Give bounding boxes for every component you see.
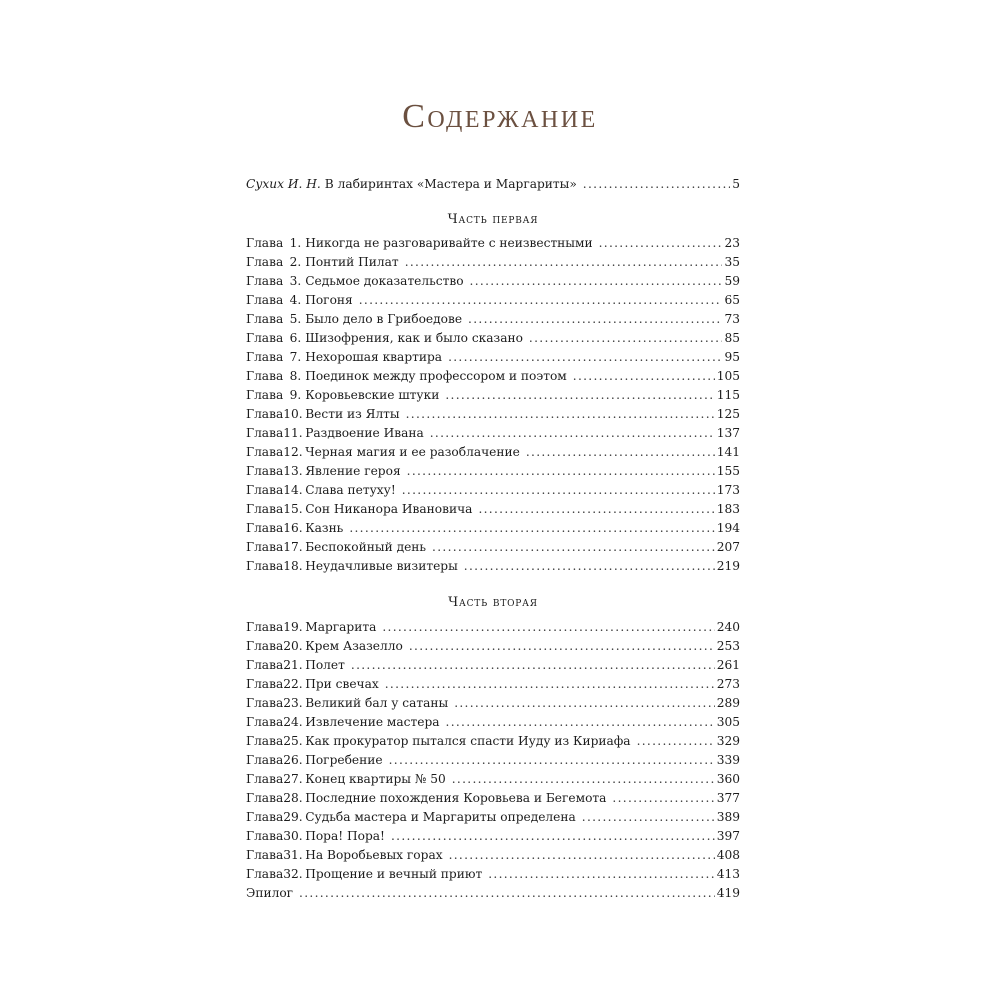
dot-leader bbox=[382, 618, 714, 637]
toc-entry bbox=[246, 500, 740, 519]
toc-entry bbox=[246, 291, 740, 310]
table-of-contents bbox=[246, 175, 740, 903]
chapter-page: 141 bbox=[716, 445, 740, 459]
chapter-number: 31. bbox=[283, 848, 303, 862]
toc-entry bbox=[246, 713, 740, 732]
chapter-title: Маргарита bbox=[305, 620, 377, 634]
chapter-number: 20. bbox=[283, 639, 303, 653]
dot-leader bbox=[637, 732, 715, 751]
section-heading-part-one: Часть первая bbox=[447, 212, 539, 227]
dot-leader bbox=[478, 500, 714, 519]
dot-leader bbox=[573, 367, 715, 386]
toc-entry bbox=[246, 770, 740, 789]
chapter-prefix: Глава bbox=[246, 848, 284, 862]
chapter-prefix: Глава bbox=[246, 312, 284, 326]
section-heading-part-two: Часть вторая bbox=[448, 595, 538, 610]
chapter-page: 95 bbox=[724, 350, 740, 364]
dot-leader bbox=[402, 481, 715, 500]
toc-entry bbox=[246, 827, 740, 846]
chapter-number: 29. bbox=[283, 810, 303, 824]
chapter-page: 105 bbox=[716, 369, 740, 383]
chapter-number: 10. bbox=[283, 407, 303, 421]
chapter-title: Последние похождения Коровьева и Бегемота bbox=[305, 791, 607, 805]
chapter-prefix: Глава bbox=[246, 540, 284, 554]
dot-leader bbox=[468, 310, 722, 329]
chapter-number: 24. bbox=[283, 715, 303, 729]
chapter-number: 30. bbox=[283, 829, 303, 843]
chapter-number: 6. bbox=[289, 331, 302, 345]
chapter-page: 73 bbox=[724, 312, 740, 326]
chapter-title: На Воробьевых горах bbox=[305, 848, 443, 862]
chapter-prefix: Глава bbox=[246, 753, 284, 767]
chapter-title: Раздвоение Ивана bbox=[305, 426, 424, 440]
toc-entry bbox=[246, 557, 740, 576]
chapter-page: 173 bbox=[716, 483, 740, 497]
dot-leader bbox=[351, 656, 715, 675]
chapter-number: 27. bbox=[283, 772, 303, 786]
chapter-prefix: Глава bbox=[246, 502, 284, 516]
toc-entry bbox=[246, 462, 740, 481]
toc-entry bbox=[246, 310, 740, 329]
dot-leader bbox=[389, 751, 715, 770]
chapter-prefix: Глава bbox=[246, 369, 284, 383]
chapter-page: 137 bbox=[716, 426, 740, 440]
dot-leader bbox=[446, 713, 715, 732]
chapter-page: 261 bbox=[716, 658, 740, 672]
chapter-prefix: Глава bbox=[246, 464, 284, 478]
toc-entry bbox=[246, 329, 740, 348]
dot-leader bbox=[391, 827, 715, 846]
chapter-prefix: Глава bbox=[246, 255, 284, 269]
part-one-list bbox=[246, 234, 740, 576]
toc-entry bbox=[246, 656, 740, 675]
toc-entry bbox=[246, 386, 740, 405]
chapter-number: 13. bbox=[283, 464, 303, 478]
chapter-number: 19. bbox=[283, 620, 303, 634]
chapter-page: 360 bbox=[716, 772, 740, 786]
dot-leader bbox=[583, 175, 730, 194]
chapter-title: При свечах bbox=[305, 677, 379, 691]
chapter-prefix: Глава bbox=[246, 521, 284, 535]
chapter-number: 25. bbox=[283, 734, 303, 748]
chapter-page: 194 bbox=[716, 521, 740, 535]
chapter-title: Слава петуху! bbox=[305, 483, 396, 497]
chapter-page: 23 bbox=[724, 236, 740, 250]
chapter-number: 18. bbox=[283, 559, 303, 573]
chapter-prefix: Глава bbox=[246, 620, 284, 634]
chapter-number: 8. bbox=[289, 369, 302, 383]
chapter-page: 35 bbox=[724, 255, 740, 269]
chapter-prefix: Глава bbox=[246, 696, 284, 710]
chapter-title: Было дело в Грибоедове bbox=[305, 312, 463, 326]
chapter-title: Прощение и вечный приют bbox=[305, 867, 483, 881]
chapter-title: Явление героя bbox=[305, 464, 401, 478]
toc-entry bbox=[246, 637, 740, 656]
chapter-page: 339 bbox=[716, 753, 740, 767]
toc-entry bbox=[246, 789, 740, 808]
toc-entry bbox=[246, 519, 740, 538]
part-two-list bbox=[246, 618, 740, 884]
dot-leader bbox=[359, 291, 723, 310]
chapter-page: 240 bbox=[716, 620, 740, 634]
chapter-prefix: Глава bbox=[246, 810, 284, 824]
chapter-prefix: Глава bbox=[246, 426, 284, 440]
dot-leader bbox=[406, 405, 715, 424]
toc-entry bbox=[246, 481, 740, 500]
chapter-prefix: Глава bbox=[246, 829, 284, 843]
dot-leader bbox=[599, 234, 723, 253]
chapter-title: Беспокойный день bbox=[305, 540, 427, 554]
dot-leader bbox=[470, 272, 723, 291]
dot-leader bbox=[452, 770, 715, 789]
chapter-prefix: Глава bbox=[246, 388, 284, 402]
toc-entry bbox=[246, 538, 740, 557]
chapter-title: Конец квартиры № 50 bbox=[305, 772, 446, 786]
page-title: Содержание bbox=[402, 98, 598, 135]
toc-entry bbox=[246, 253, 740, 272]
chapter-prefix: Глава bbox=[246, 559, 284, 573]
chapter-page: 59 bbox=[724, 274, 740, 288]
chapter-page: 115 bbox=[716, 388, 740, 402]
chapter-number: 32. bbox=[283, 867, 303, 881]
toc-entry bbox=[246, 808, 740, 827]
chapter-number: 4. bbox=[289, 293, 302, 307]
dot-leader bbox=[430, 424, 715, 443]
dot-leader bbox=[488, 865, 715, 884]
chapter-number: 9. bbox=[289, 388, 302, 402]
chapter-number: 15. bbox=[283, 502, 303, 516]
toc-entry bbox=[246, 751, 740, 770]
toc-entry bbox=[246, 443, 740, 462]
chapter-page: 155 bbox=[716, 464, 740, 478]
dot-leader bbox=[405, 253, 723, 272]
chapter-prefix: Глава bbox=[246, 293, 284, 307]
chapter-title: Поединок между профессором и поэтом bbox=[305, 369, 567, 383]
chapter-prefix: Глава bbox=[246, 331, 284, 345]
chapter-title: Седьмое доказательство bbox=[305, 274, 464, 288]
chapter-number: 1. bbox=[289, 236, 302, 250]
toc-entry bbox=[246, 424, 740, 443]
chapter-prefix: Глава bbox=[246, 445, 284, 459]
chapter-prefix: Глава bbox=[246, 677, 284, 691]
chapter-title: Шизофрения, как и было сказано bbox=[305, 331, 523, 345]
toc-entry bbox=[246, 694, 740, 713]
chapter-page: 207 bbox=[716, 540, 740, 554]
dot-leader bbox=[299, 884, 715, 903]
chapter-title: Нехорошая квартира bbox=[305, 350, 443, 364]
chapter-number: 3. bbox=[289, 274, 302, 288]
toc-entry-preface bbox=[246, 175, 740, 194]
dot-leader bbox=[526, 443, 715, 462]
chapter-number: 16. bbox=[283, 521, 303, 535]
chapter-number: 22. bbox=[283, 677, 303, 691]
chapter-page: 125 bbox=[716, 407, 740, 421]
chapter-prefix: Глава bbox=[246, 274, 284, 288]
dot-leader bbox=[432, 538, 715, 557]
chapter-prefix: Глава bbox=[246, 734, 284, 748]
dot-leader bbox=[385, 675, 715, 694]
dot-leader bbox=[464, 557, 715, 576]
chapter-number: 14. bbox=[283, 483, 303, 497]
toc-entry bbox=[246, 367, 740, 386]
chapter-title: Крем Азазелло bbox=[305, 639, 403, 653]
toc-entry bbox=[246, 846, 740, 865]
chapter-number: 12. bbox=[283, 445, 303, 459]
preface-title: В лабиринтах «Мастера и Маргариты» bbox=[324, 177, 577, 191]
dot-leader bbox=[448, 348, 722, 367]
dot-leader bbox=[449, 846, 715, 865]
chapter-title: Казнь bbox=[305, 521, 344, 535]
chapter-title: Полет bbox=[305, 658, 345, 672]
chapter-page: 183 bbox=[716, 502, 740, 516]
chapter-prefix: Глава bbox=[246, 639, 284, 653]
dot-leader bbox=[612, 789, 714, 808]
toc-entry bbox=[246, 405, 740, 424]
chapter-prefix: Глава bbox=[246, 236, 284, 250]
chapter-prefix: Глава bbox=[246, 350, 284, 364]
chapter-page: 253 bbox=[716, 639, 740, 653]
chapter-title: Великий бал у сатаны bbox=[305, 696, 449, 710]
chapter-number: 21. bbox=[283, 658, 303, 672]
chapter-title: Черная магия и ее разоблачение bbox=[305, 445, 520, 459]
toc-entry bbox=[246, 348, 740, 367]
preface-page: 5 bbox=[732, 177, 740, 191]
toc-entry bbox=[246, 675, 740, 694]
chapter-page: 219 bbox=[716, 559, 740, 573]
chapter-title: Погребение bbox=[305, 753, 383, 767]
chapter-title: Сон Никанора Ивановича bbox=[305, 502, 473, 516]
epilogue-page: 419 bbox=[716, 886, 740, 900]
chapter-number: 26. bbox=[283, 753, 303, 767]
chapter-page: 397 bbox=[716, 829, 740, 843]
chapter-number: 17. bbox=[283, 540, 303, 554]
toc-entry bbox=[246, 272, 740, 291]
chapter-title: Судьба мастера и Маргариты определена bbox=[305, 810, 576, 824]
preface-author: Сухих И. Н. bbox=[246, 177, 321, 191]
toc-entry bbox=[246, 732, 740, 751]
chapter-page: 413 bbox=[716, 867, 740, 881]
chapter-number: 5. bbox=[289, 312, 302, 326]
dot-leader bbox=[349, 519, 714, 538]
chapter-page: 389 bbox=[716, 810, 740, 824]
chapter-title: Понтий Пилат bbox=[305, 255, 399, 269]
chapter-title: Погоня bbox=[305, 293, 353, 307]
dot-leader bbox=[529, 329, 723, 348]
chapter-page: 377 bbox=[716, 791, 740, 805]
dot-leader bbox=[407, 462, 715, 481]
chapter-prefix: Глава bbox=[246, 407, 284, 421]
chapter-page: 329 bbox=[716, 734, 740, 748]
chapter-page: 65 bbox=[724, 293, 740, 307]
epilogue-title: Эпилог bbox=[246, 886, 294, 900]
chapter-number: 7. bbox=[289, 350, 302, 364]
dot-leader bbox=[454, 694, 715, 713]
chapter-page: 85 bbox=[724, 331, 740, 345]
chapter-title: Коровьевские штуки bbox=[305, 388, 440, 402]
chapter-prefix: Глава bbox=[246, 658, 284, 672]
dot-leader bbox=[445, 386, 714, 405]
chapter-page: 273 bbox=[716, 677, 740, 691]
chapter-prefix: Глава bbox=[246, 772, 284, 786]
dot-leader bbox=[582, 808, 715, 827]
chapter-number: 23. bbox=[283, 696, 303, 710]
chapter-page: 408 bbox=[716, 848, 740, 862]
chapter-title: Вести из Ялты bbox=[305, 407, 400, 421]
toc-entry bbox=[246, 865, 740, 884]
dot-leader bbox=[409, 637, 715, 656]
toc-entry-epilogue bbox=[246, 884, 740, 903]
chapter-title: Извлечение мастера bbox=[305, 715, 440, 729]
chapter-page: 305 bbox=[716, 715, 740, 729]
chapter-number: 11. bbox=[283, 426, 303, 440]
toc-entry bbox=[246, 234, 740, 253]
chapter-number: 2. bbox=[289, 255, 302, 269]
toc-entry bbox=[246, 618, 740, 637]
chapter-prefix: Глава bbox=[246, 715, 284, 729]
chapter-title: Никогда не разговаривайте с неизвестными bbox=[305, 236, 593, 250]
chapter-title: Пора! Пора! bbox=[305, 829, 385, 843]
chapter-page: 289 bbox=[716, 696, 740, 710]
chapter-title: Как прокуратор пытался спасти Иуду из Кириафа bbox=[305, 734, 631, 748]
chapter-number: 28. bbox=[283, 791, 303, 805]
chapter-title: Неудачливые визитеры bbox=[305, 559, 458, 573]
chapter-prefix: Глава bbox=[246, 791, 284, 805]
chapter-prefix: Глава bbox=[246, 483, 284, 497]
chapter-prefix: Глава bbox=[246, 867, 284, 881]
